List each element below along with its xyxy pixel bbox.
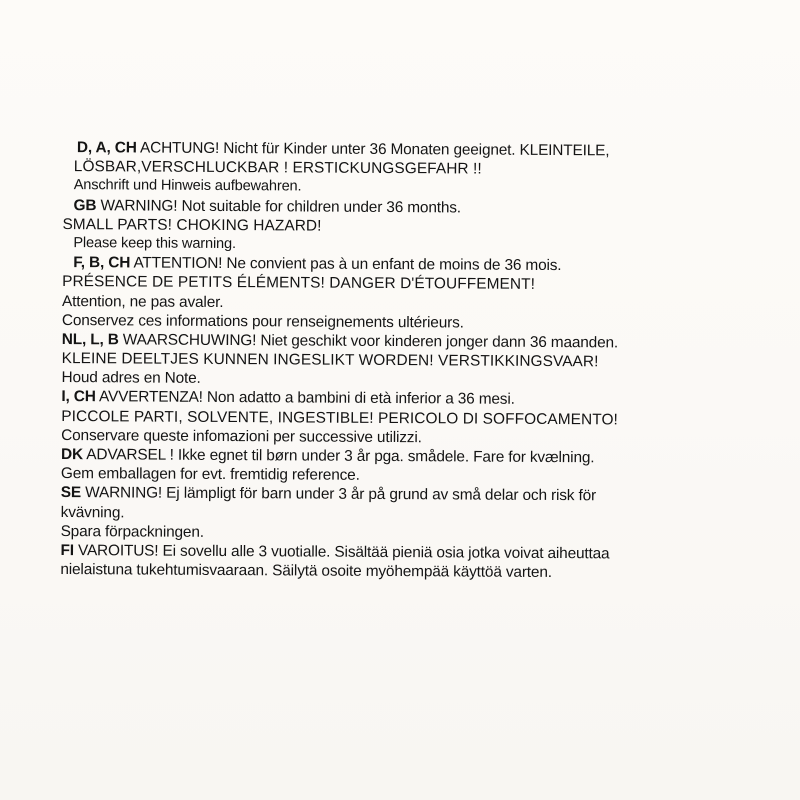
warning-text: VAROITUS! Ei sovellu alle 3 vuotialle. Sisältää pieniä osia jotka voivat aiheuttaa [73,542,610,563]
warning-text: ACHTUNG! Nicht für Kinder unter 36 Monaten geeignet. KLEINTEILE, [136,139,610,160]
warning-text: LÖSBAR,VERSCHLUCKBAR ! ERSTICKUNGSGEFAHR !! [73,158,482,178]
country-code: F, B, CH [73,254,131,272]
warning-text: WARNING! Ej lämpligt för barn under 3 år på grund av små delar och risk för [81,484,597,505]
country-code: NL, L, B [61,330,119,349]
warning-line-23 [57,560,747,583]
warning-text: kvävning. [60,503,125,521]
warning-text: Anschrift und Hinweis aufbewahren. [73,177,302,195]
warning-text: PICCOLE PARTI, SOLVENTE, INGESTIBLE! PERICOLO DI SOFFOCAMENTO! [61,407,619,429]
country-code: FI [60,541,74,560]
country-code: D, A, CH [76,139,137,157]
country-code: I, CH [61,388,96,406]
warning-text: ADVARSEL ! Ikke egnet til børn under 3 år pga. smådele. Fare for kvælning. [82,446,595,467]
warning-text: Gem emballagen for evt. fremtidig reference. [60,465,360,485]
warning-text: Conservare queste infomazioni per successive utilizzi. [61,426,422,447]
multilingual-warning-label [57,138,750,584]
warning-text: nielaistuna tukehtumisvaaraan. Säilytä osoite myöhempää käyttöä varten. [60,561,552,582]
country-code: GB [73,196,97,214]
country-code: DK [61,446,84,464]
warning-text: ATTENTION! Ne convient pas à un enfant de moins de 36 mois. [130,254,562,275]
warning-text: PRÉSENCE DE PETITS ÉLÉMENTS! DANGER D'ÉTOUFFEMENT! [62,273,536,294]
warning-text: KLEINE DEELTJES KUNNEN INGESLIKT WORDEN! VERSTIKKINGSVAAR! [61,350,599,371]
warning-text: Spara förpackningen. [60,522,204,541]
warning-text: AVVERTENZA! Non adatto a bambini di età inferior a 36 mesi. [95,388,515,409]
warning-text: WARNING! Not suitable for children under 36 months. [96,196,462,217]
country-code: SE [60,484,82,502]
warning-text: Conservez ces informations pour renseignements ultérieurs. [61,311,464,332]
warning-text: SMALL PARTS! CHOKING HAZARD! [62,215,322,235]
warning-text: Attention, ne pas avaler. [61,292,224,311]
warning-text: Houd adres en Note. [61,369,201,388]
warning-text: WAARSCHUWING! Niet geschikt voor kinderen jonger dann 36 maanden. [118,331,619,352]
warning-text: Please keep this warning. [73,235,236,253]
